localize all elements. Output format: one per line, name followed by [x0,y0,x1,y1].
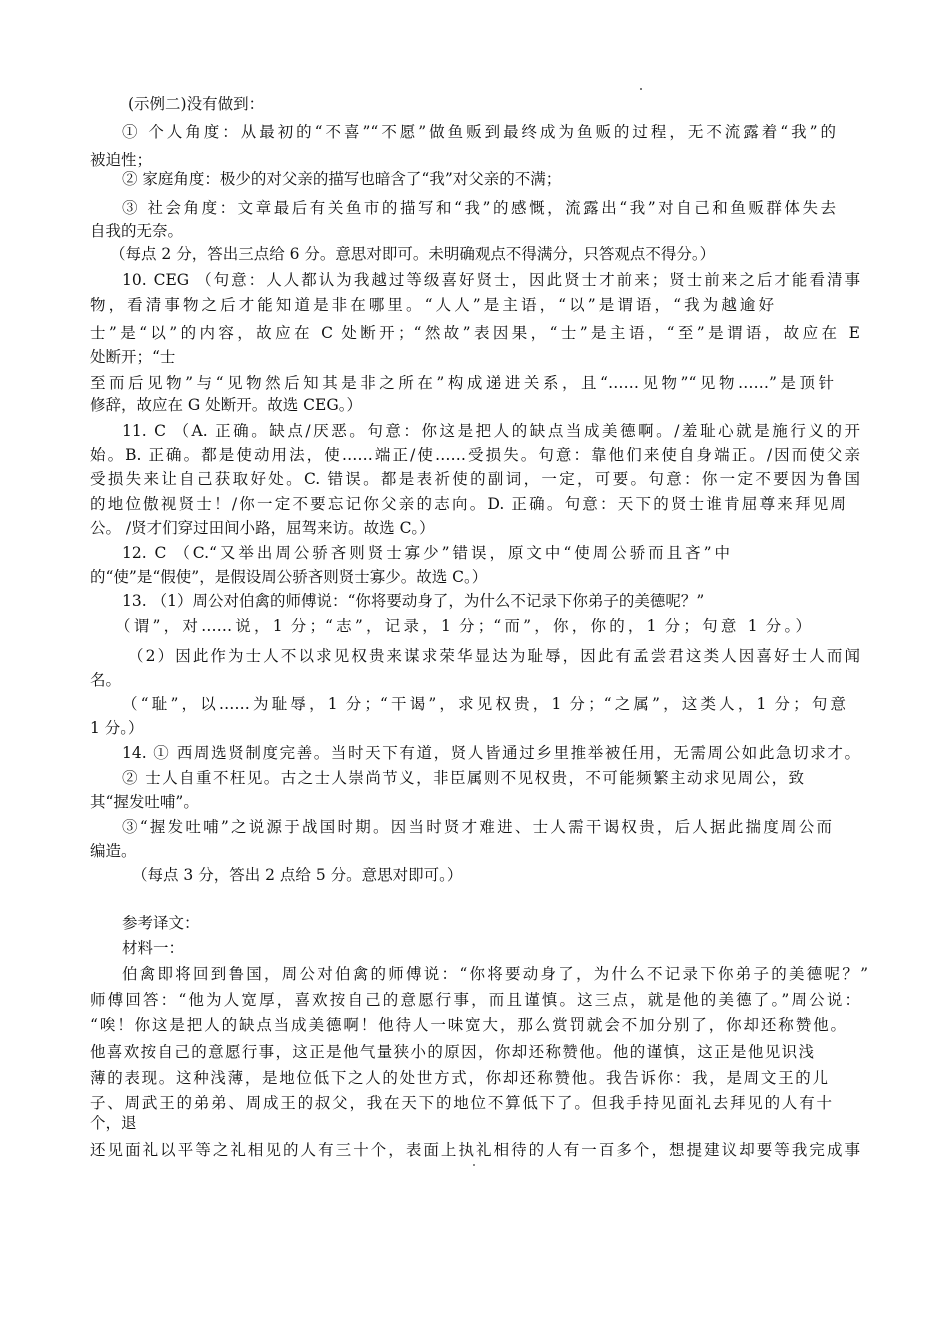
text-line: 11. C （A. 正确。缺点/厌恶。句意：你这是把人的缺点当成美德啊。/羞耻心就是施行义的开 [122,422,860,440]
text-line: （“耻”，以……为耻辱，1 分；“干谒”，求见权贵，1 分；“之属”，这类人，1 分；句意 [122,695,846,713]
text-line: 其“握发吐哺”。 [90,793,199,811]
text-line: ③ 社会角度：文章最后有关鱼市的描写和“我”的感慨，流露出“我”对自己和鱼贩群体失去 [122,199,836,217]
text-line: 受损失来让自己获取好处。C. 错误。都是表祈使的副词，一定，可要。句意：你一定不要因为鲁国 [90,470,860,488]
text-line: 薄的表现。这种浅薄，是地位低下之人的处世方式，你却还称赞他。我告诉你：我，是周文王的儿 [90,1069,828,1087]
text-line: 公。 /贤才们穿过田间小路，屈驾来访。故选 C。） [90,519,435,537]
text-line: （每点 3 分，答出 2 点给 5 分。意思对即可。） [132,866,463,884]
text-line: 编造。 [90,842,137,860]
text-line: 参考译文： [122,914,200,932]
text-line: 伯禽即将回到鲁国，周公对伯禽的师傅说：“你将要动身了，为什么不记录下你弟子的美德呢？” [122,965,868,983]
text-line: 始。B. 正确。都是使动用法，使……端正/使……受损失。句意：靠他们来使自身端正。/因而使父亲 [90,446,860,464]
text-line: ③“握发吐哺”之说源于战国时期。因当时贤才难进、士人需干谒权贵，后人据此揣度周公而 [122,818,832,836]
text-line: 个，退 [90,1114,137,1132]
text-line: 10. CEG （句意：人人都认为我越过等级喜好贤士，因此贤士才前来；贤士前来之后才能看清事 [122,271,860,289]
text-line: 自我的无奈。 [90,222,184,240]
text-line: 13. （1）周公对伯禽的师傅说：“你将要动身了，为什么不记录下你弟子的美德呢？” [122,592,705,610]
text-line: 12. C （C.“又举出周公骄吝则贤士寡少”错误，原文中“使周公骄而且吝”中 [122,544,730,562]
text-line: 至而后见物”与“见物然后知其是非之所在”构成递进关系，且“……见物”“见物……”是顶针 [90,374,834,392]
text-line: 修辞，故应在 G 处断开。故选 CEG。） [90,396,362,414]
text-line: ② 家庭角度：极少的对父亲的描写也暗含了“我”对父亲的不满； [122,170,562,188]
text-line: “唉！你这是把人的缺点当成美德啊！他待人一味宽大，那么赏罚就会不加分别了，你却还称赞他。 [90,1016,846,1034]
scan-mark [640,88,642,90]
text-line: 被迫性； [90,151,153,169]
text-line: 处断开；“士 [90,348,176,366]
text-line: （谓”，对……说，1 分；“志”，记录，1 分；“而”，你，你的，1 分；句意 1 分。） [115,617,811,635]
scan-mark [473,1164,475,1166]
text-line: (示例二)没有做到： [128,95,265,113]
text-line: 材料一： [122,939,185,957]
text-line: 名。 [90,671,122,689]
text-line: 物，看清事物之后才能知道是非在哪里。“人人”是主语，“以”是谓语，“我为越逾好 [90,296,774,314]
text-line: 还见面礼以平等之礼相见的人有三十个，表面上执礼相待的人有一百多个，想提建议却要等我完成事 [90,1141,860,1159]
text-line: ① 个人角度：从最初的“不喜”“不愿”做鱼贩到最终成为鱼贩的过程，无不流露着“我”的 [122,123,836,141]
text-line: 14. ① 西周选贤制度完善。当时天下有道，贤人皆通过乡里推举被任用，无需周公如此急切求才。 [122,744,860,762]
text-line: （2）因此作为士人不以求见权贵来谋求荣华显达为耻辱，因此有孟尝君这类人因喜好士人而闻 [128,647,860,665]
text-line: （每点 2 分，答出三点给 6 分。意思对即可。未明确观点不得满分，只答观点不得分。） [110,245,716,263]
text-line: ② 士人自重不枉见。古之士人崇尚节义，非臣属则不见权贵，不可能频繁主动求见周公，致 [122,769,804,787]
text-line: 他喜欢按自己的意愿行事，这正是他气量狭小的原因，你却还称赞他。他的谨慎，这正是他见识浅 [90,1043,814,1061]
text-line: 士”是“以”的内容，故应在 C 处断开；“然故”表因果，“士”是主语，“至”是谓语，故应在 E [90,324,860,342]
text-line: 的地位傲视贤士！/你一定不要忘记你父亲的志向。D. 正确。句意：天下的贤士谁肯屈尊来拜见周 [90,495,846,513]
text-line: 子、周武王的弟弟、周成王的叔父，我在天下的地位不算低下了。但我手持见面礼去拜见的人有十 [90,1094,832,1112]
text-line: 的“使”是“假使”，是假设周公骄吝则贤士寡少。故选 C。） [90,568,488,586]
text-line: 1 分。） [90,719,144,737]
text-line: 师傅回答：“他为人宽厚，喜欢按自己的意愿行事，而且谨慎。这三点，就是他的美德了。”周公说： [90,991,860,1009]
